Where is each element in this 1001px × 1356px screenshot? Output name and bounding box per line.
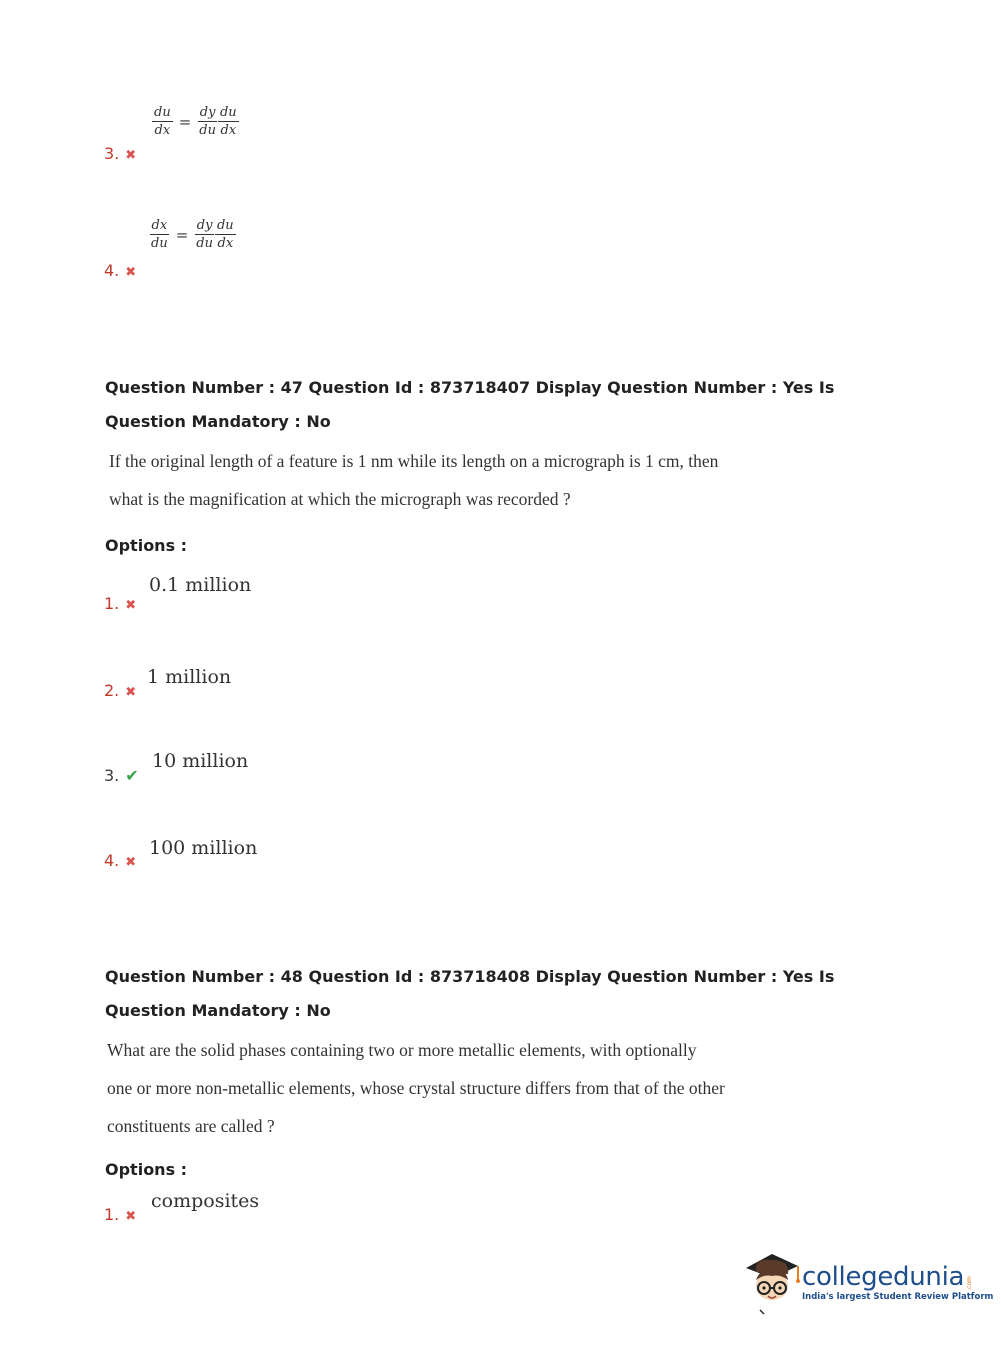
option-text: 10 million bbox=[152, 750, 249, 772]
question-48-line-1: What are the solid phases containing two or more metallic elements, with optionally bbox=[107, 1040, 697, 1060]
checkmark-icon: ✔ bbox=[125, 766, 139, 785]
wrong-icon: ✖ bbox=[125, 1209, 137, 1224]
frac-lhs: $\frac{dx}{du}$ bbox=[151, 218, 168, 251]
collegedunia-logo bbox=[742, 1250, 993, 1316]
question-47-line-2: what is the magnification at which the micrograph was recorded ? bbox=[109, 489, 571, 509]
wrong-icon: ✖ bbox=[125, 265, 137, 280]
question-47-options-title: Options : bbox=[105, 536, 188, 555]
frac-r1: $\frac{dy}{du}$ bbox=[199, 105, 216, 138]
option-number: 4. bbox=[104, 261, 120, 280]
frac-r2: $\frac{du}{dx}$ bbox=[216, 218, 234, 251]
question-48-line-2: one or more non-metallic elements, whose crystal structure differs from that of the other bbox=[107, 1078, 725, 1098]
wrong-icon: ✖ bbox=[125, 685, 137, 700]
option-text: composites bbox=[151, 1190, 260, 1212]
option-number: 1. bbox=[104, 1205, 120, 1224]
prev-option-4-formula bbox=[149, 217, 236, 252]
option-number: 1. bbox=[104, 594, 120, 613]
mascot-icon bbox=[742, 1250, 800, 1316]
question-47-header: Question Number : 47 Question Id : 873718407 Display Question Number : Yes Is Question Mandatory : No bbox=[105, 378, 835, 431]
question-48-options-title: Options : bbox=[105, 1160, 188, 1179]
question-48-body bbox=[107, 1031, 727, 1145]
frac-r1: $\frac{dy}{du}$ bbox=[196, 218, 213, 251]
logo-suffix: .com bbox=[966, 1276, 974, 1291]
question-48-line-3: constituents are called ? bbox=[107, 1116, 275, 1136]
equals-sign: = bbox=[175, 225, 189, 244]
question-48-header: Question Number : 48 Question Id : 873718408 Display Question Number : Yes Is Question Mandatory : No bbox=[105, 967, 835, 1020]
option-text: 0.1 million bbox=[149, 574, 252, 596]
wrong-icon: ✖ bbox=[125, 598, 137, 613]
option-number: 3. bbox=[104, 144, 120, 163]
prev-option-3-formula bbox=[152, 104, 239, 139]
option-text: 1 million bbox=[147, 666, 232, 688]
frac-lhs: $\frac{du}{dx}$ bbox=[154, 105, 171, 138]
option-number: 3. bbox=[104, 766, 120, 785]
logo-tagline: India's largest Student Review Platform bbox=[802, 1292, 994, 1302]
wrong-icon: ✖ bbox=[125, 148, 137, 163]
question-47-body bbox=[109, 442, 729, 518]
question-47-line-1: If the original length of a feature is 1 nm while its length on a micrograph is 1 cm, then bbox=[109, 451, 719, 471]
option-text: 100 million bbox=[149, 837, 258, 859]
option-number: 2. bbox=[104, 681, 120, 700]
wrong-icon: ✖ bbox=[125, 855, 137, 870]
option-number: 4. bbox=[104, 851, 120, 870]
frac-r2: $\frac{du}{dx}$ bbox=[219, 105, 237, 138]
equals-sign: = bbox=[178, 112, 192, 131]
logo-name: collegedunia bbox=[802, 1262, 965, 1292]
